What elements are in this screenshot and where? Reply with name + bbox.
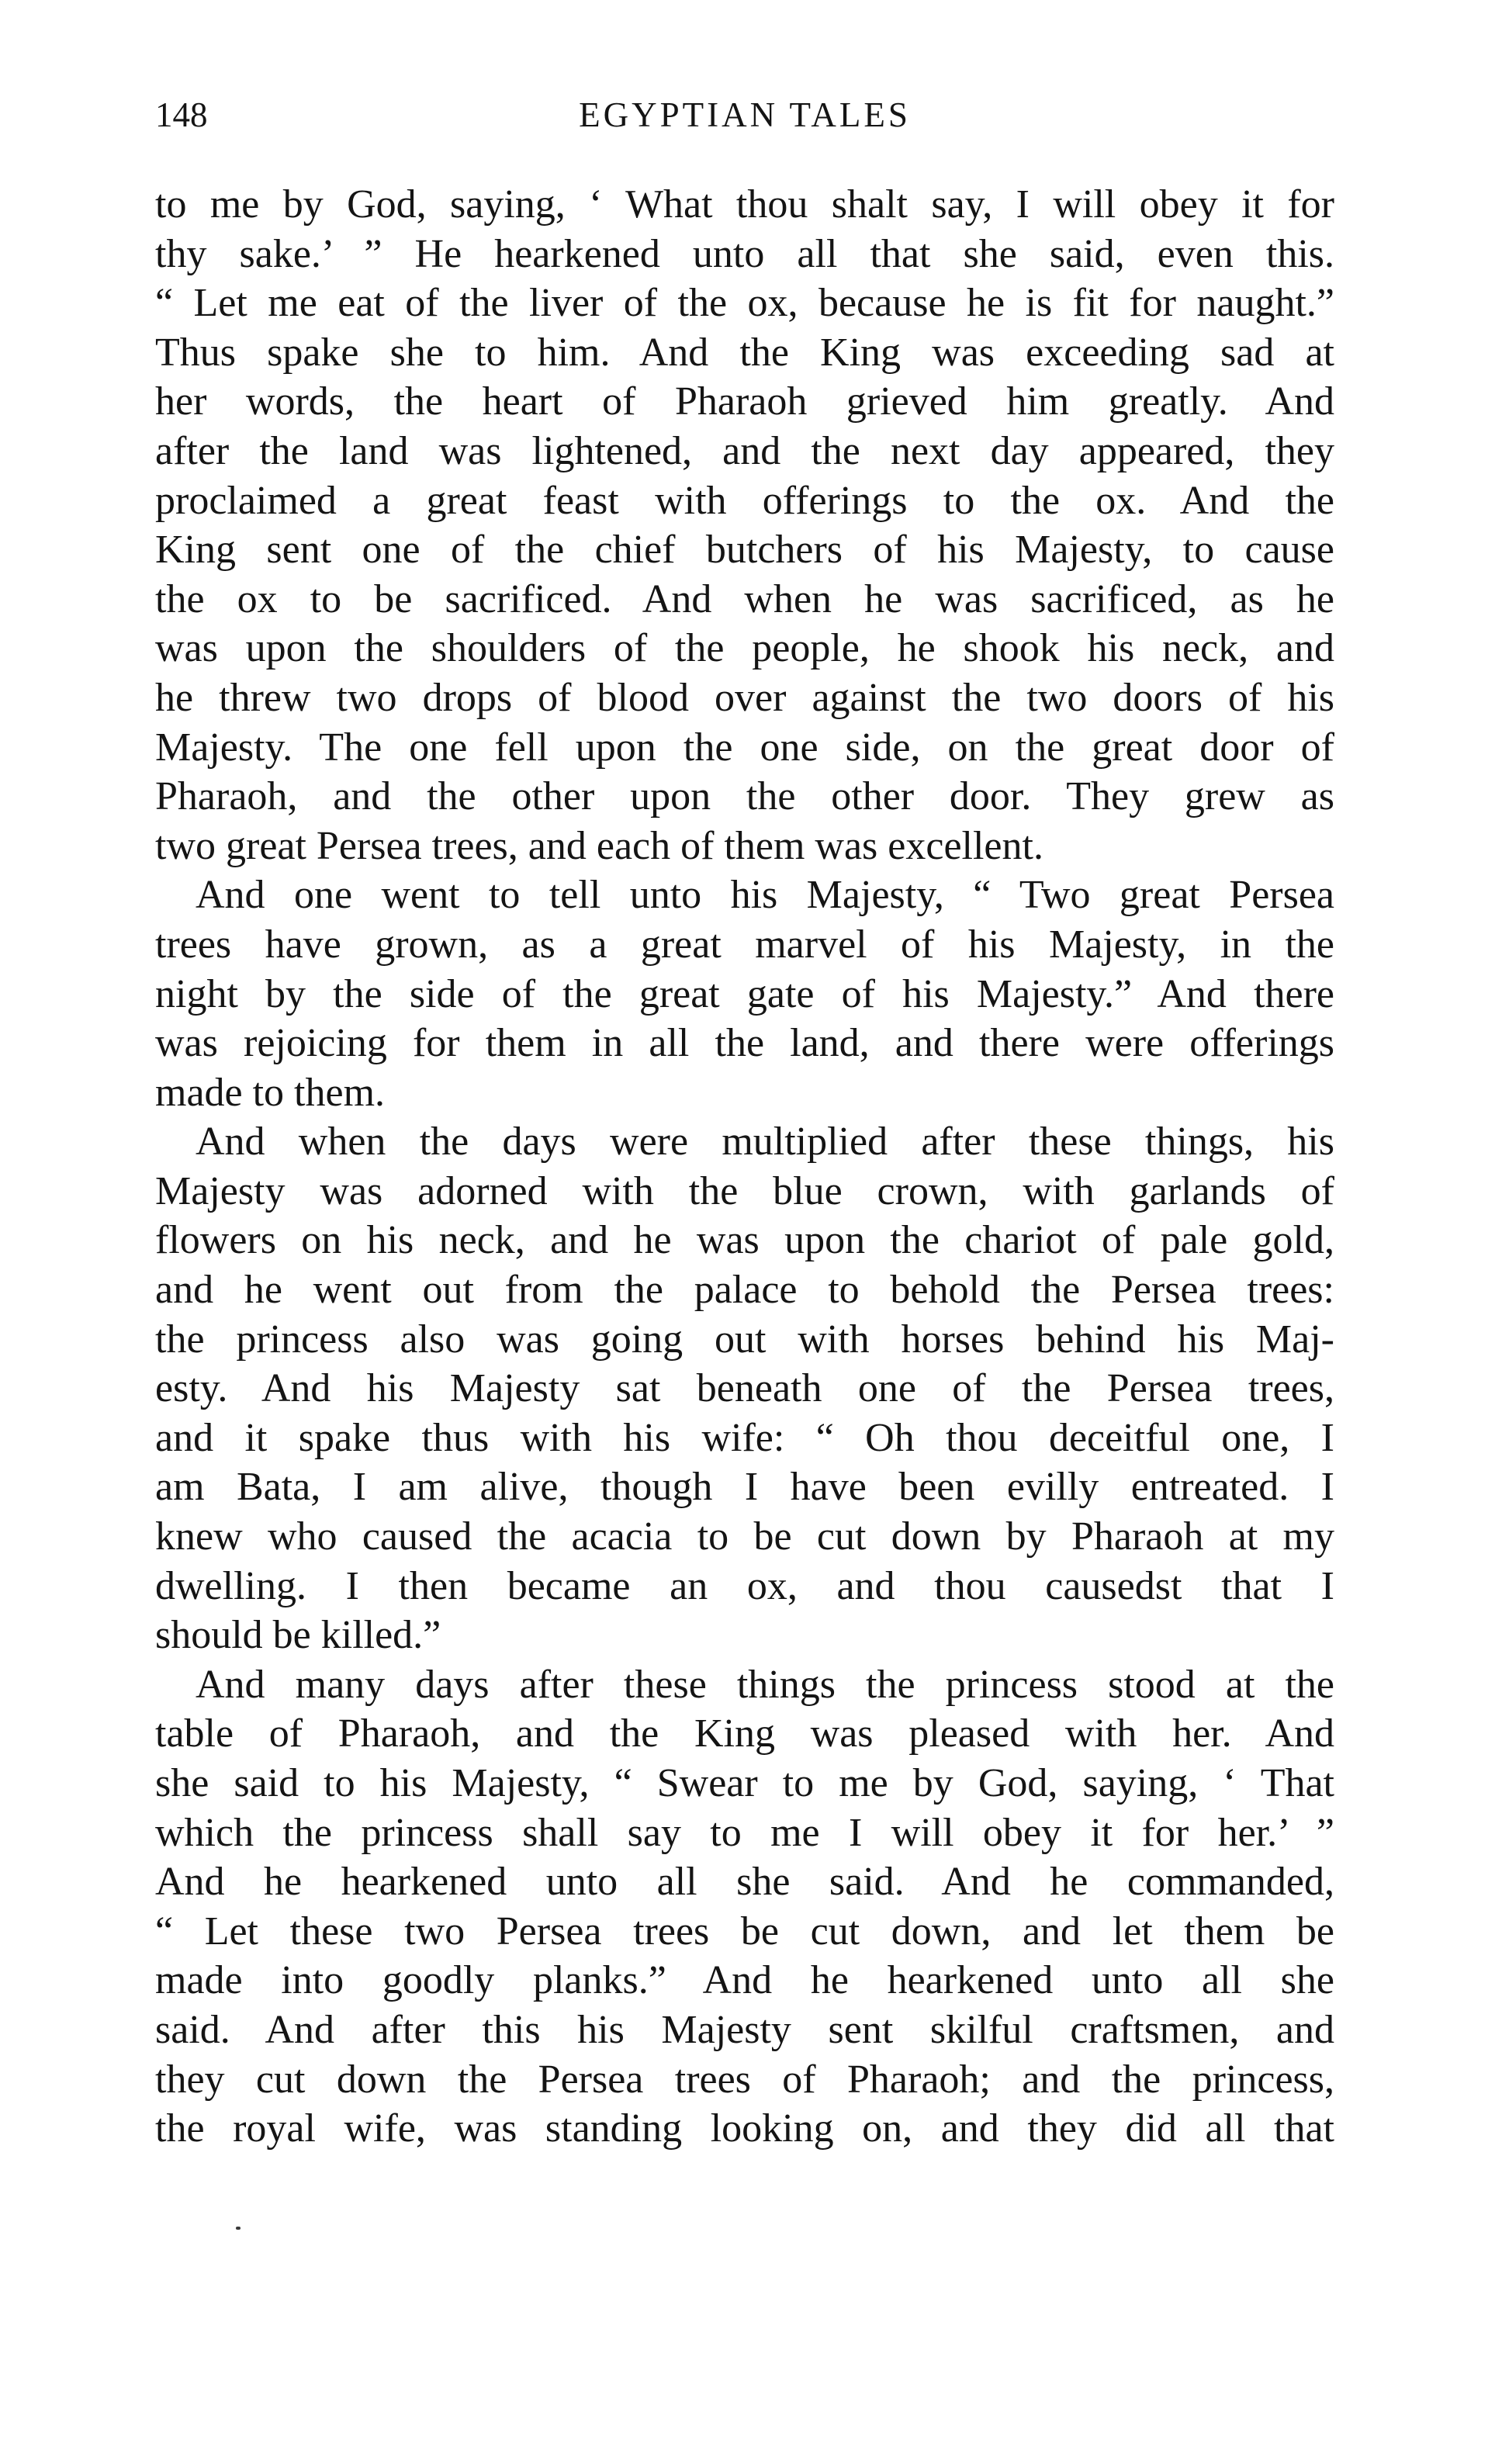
text-line: after the land was lightened, and the next day appeared, they (155, 428, 1334, 473)
text-line: said. And after this his Majesty sent skilful craftsmen, and (155, 2007, 1334, 2052)
text-line: thy sake.’ ” He hearkened unto all that she said, even this. (155, 231, 1334, 276)
text-line: table of Pharaoh, and the King was pleased with her. And (155, 1711, 1334, 1756)
page-number: 148 (155, 95, 208, 134)
text-line: knew who caused the acacia to be cut down by Pharaoh at my (155, 1514, 1334, 1559)
text-line: Majesty. The one fell upon the one side, on the great door of (155, 725, 1334, 770)
text-line: Pharaoh, and the other upon the other door. They grew as (155, 774, 1334, 819)
text-line: And when the days were multiplied after these things, his (196, 1120, 1334, 1165)
text-line: he threw two drops of blood over against the two doors of his (155, 675, 1334, 720)
text-line: should be killed.” (155, 1613, 441, 1658)
running-title: EGYPTIAN TALES (579, 95, 911, 134)
text-line: proclaimed a great feast with offerings to the ox. And the (155, 478, 1334, 523)
text-line: was rejoicing for them in all the land, and there were offerings (155, 1021, 1334, 1066)
text-line: which the princess shall say to me I will obey it for her.’ ” (155, 1810, 1334, 1855)
text-line: two great Persea trees, and each of them was excellent. (155, 823, 1043, 868)
text-line: Majesty was adorned with the blue crown, with garlands of (155, 1168, 1334, 1213)
text-line: dwelling. I then became an ox, and thou causedst that I (155, 1563, 1334, 1608)
text-line: the princess also was going out with horses behind his Maj- (155, 1317, 1334, 1362)
text-line: am Bata, I am alive, though I have been evilly entreated. I (155, 1465, 1334, 1510)
text-line: night by the side of the great gate of his Majesty.” And there (155, 971, 1334, 1016)
text-line: esty. And his Majesty sat beneath one of the Persea trees, (155, 1366, 1334, 1411)
text-line: Thus spake she to him. And the King was exceeding sad at (155, 330, 1334, 375)
text-line: they cut down the Persea trees of Pharaoh; and the princess, (155, 2057, 1334, 2102)
text-line: “ Let these two Persea trees be cut down, and let them be (155, 1909, 1334, 1954)
text-line: trees have grown, as a great marvel of his Majesty, in the (155, 922, 1334, 967)
text-line: flowers on his neck, and he was upon the chariot of pale gold, (155, 1218, 1334, 1263)
text-line: and it spake thus with his wife: “ Oh thou deceitful one, I (155, 1415, 1334, 1460)
text-line: King sent one of the chief butchers of his Majesty, to cause (155, 528, 1334, 573)
text-line: and he went out from the palace to behold the Persea trees: (155, 1268, 1334, 1313)
text-line: made into goodly planks.” And he hearkened unto all she (155, 1958, 1334, 2003)
text-line: to me by God, saying, ‘ What thou shalt say, I will obey it for (155, 182, 1334, 227)
text-line: made to them. (155, 1070, 386, 1115)
text-line: her words, the heart of Pharaoh grieved him greatly. And (155, 379, 1334, 424)
text-line: And he hearkened unto all she said. And he commanded, (155, 1860, 1334, 1905)
page-header (155, 92, 1334, 138)
text-line: “ Let me eat of the liver of the ox, because he is fit for naught.” (155, 281, 1334, 326)
print-speck (236, 2227, 241, 2230)
body-text (155, 180, 1334, 2154)
text-line: And one went to tell unto his Majesty, “ Two great Persea (196, 873, 1334, 918)
text-line: was upon the shoulders of the people, he shook his neck, and (155, 626, 1334, 671)
text-line: the royal wife, was standing looking on, and they did all that (155, 2106, 1334, 2151)
text-line: she said to his Majesty, “ Swear to me by God, saying, ‘ That (155, 1761, 1334, 1805)
text-line: the ox to be sacrificed. And when he was sacrificed, as he (155, 576, 1334, 621)
text-line: And many days after these things the princess stood at the (196, 1662, 1334, 1707)
